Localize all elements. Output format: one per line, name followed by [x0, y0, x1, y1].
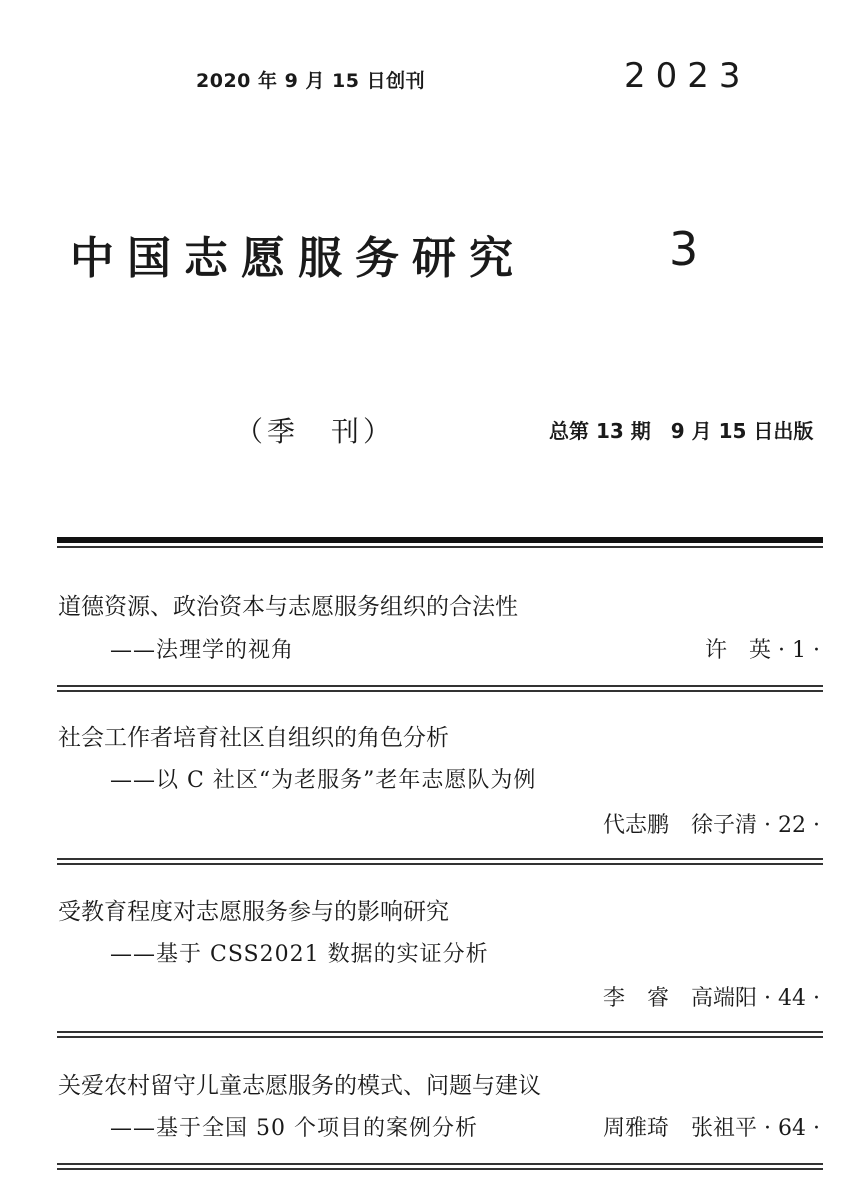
founding-date: 2020 年 9 月 15 日创刊 [196, 70, 426, 92]
article-subtitle: ——以 C 社区“为老服务”老年志愿队为例 [110, 768, 537, 793]
divider-rule [57, 863, 823, 865]
divider-rule [57, 1036, 823, 1038]
publication-frequency: （季 刊） [235, 415, 396, 448]
publication-year: 2023 [624, 56, 751, 96]
article-authors-page: 许 英 · 1 · [705, 638, 820, 663]
article-title[interactable]: 受教育程度对志愿服务参与的影响研究 [58, 899, 449, 925]
divider-rule [57, 685, 823, 687]
header-rule-thin [57, 546, 823, 548]
header-rule-thick [57, 537, 823, 543]
article-title[interactable]: 道德资源、政治资本与志愿服务组织的合法性 [58, 594, 518, 620]
divider-rule [57, 690, 823, 692]
journal-title: 中国志愿服务研究 [70, 233, 526, 284]
article-subtitle: ——法理学的视角 [110, 638, 295, 663]
divider-rule [57, 1031, 823, 1033]
divider-rule [57, 858, 823, 860]
divider-rule [57, 1163, 823, 1165]
article-authors-page: 李 睿 高端阳 · 44 · [603, 986, 820, 1011]
total-issue-info: 总第 13 期 9 月 15 日出版 [549, 419, 814, 443]
article-subtitle: ——基于全国 50 个项目的案例分析 [110, 1116, 478, 1141]
article-authors-page: 周雅琦 张祖平 · 64 · [603, 1116, 820, 1141]
article-subtitle: ——基于 CSS2021 数据的实证分析 [110, 942, 489, 967]
article-authors-page: 代志鹏 徐子清 · 22 · [603, 813, 820, 838]
article-title[interactable]: 社会工作者培育社区自组织的角色分析 [58, 725, 449, 751]
divider-rule [57, 1168, 823, 1170]
issue-number: 3 [669, 222, 699, 276]
article-title[interactable]: 关爱农村留守儿童志愿服务的模式、问题与建议 [58, 1073, 541, 1099]
